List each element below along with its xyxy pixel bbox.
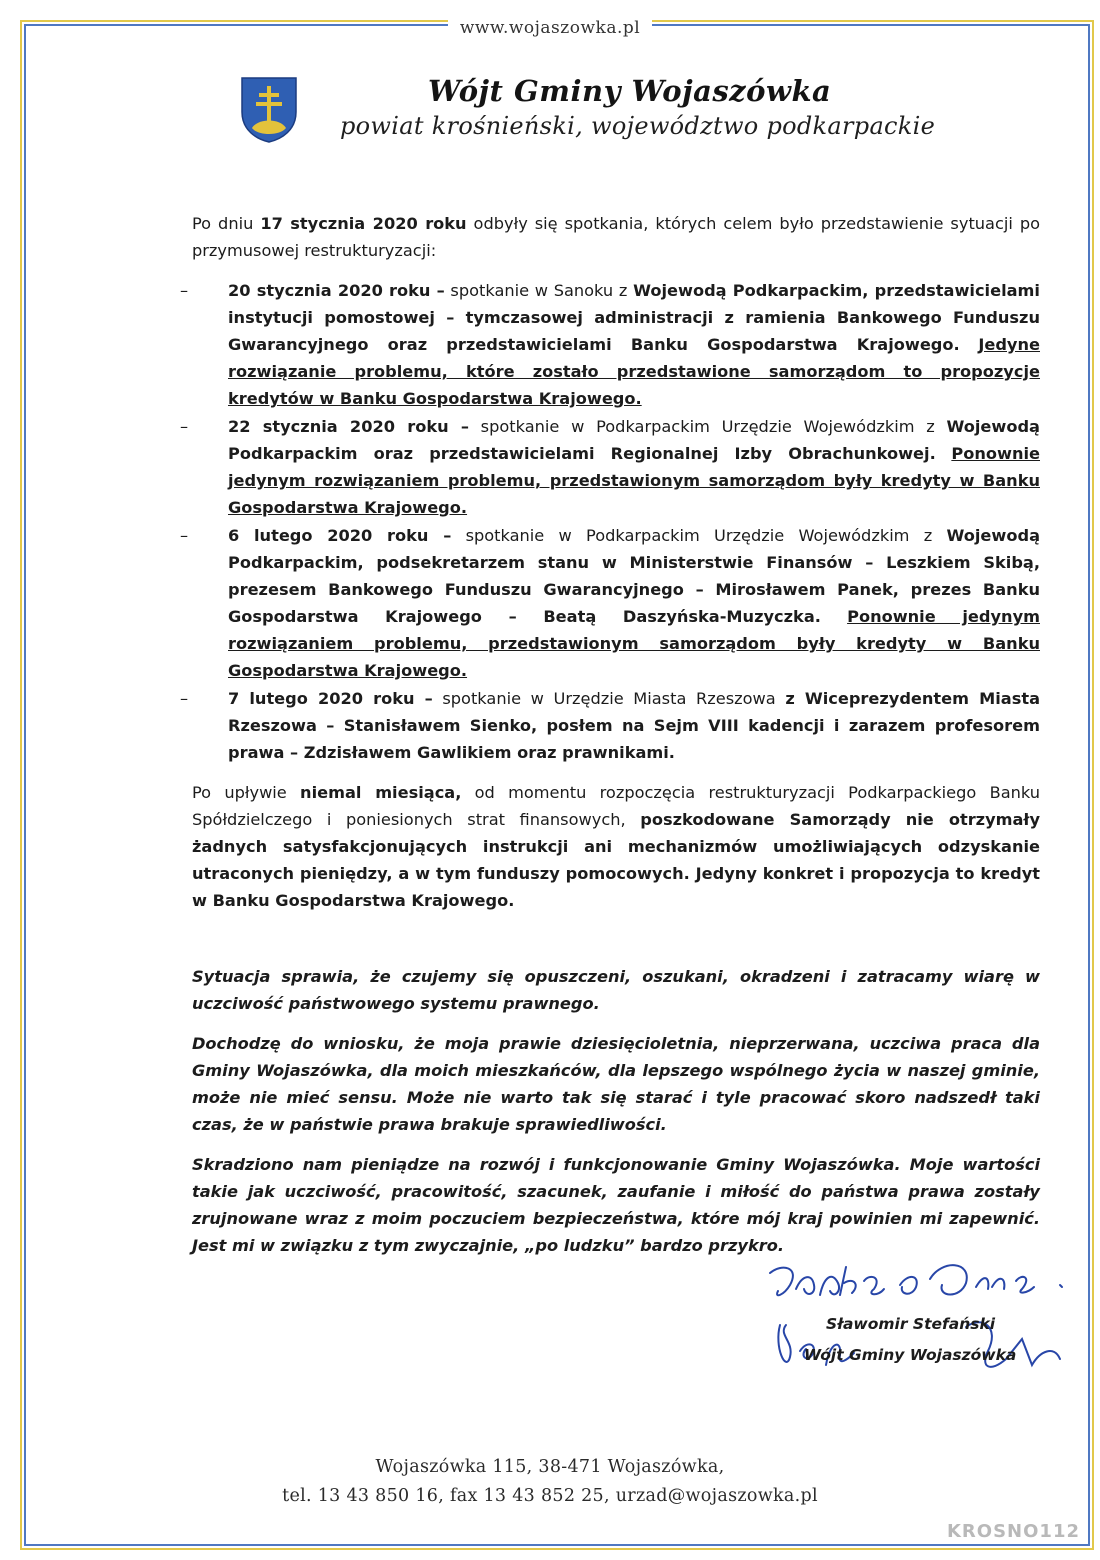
footer-contact[interactable]: tel. 13 43 850 16, fax 13 43 852 25, urzad@wojaszowka.pl (282, 1486, 818, 1506)
header-website[interactable]: www.wojaszowka.pl (0, 18, 1100, 38)
appeal-paragraph-2: Dochodzę do wniosku, że moja prawie dziesięcioletnia, nieprzerwana, uczciwa praca dla Gminy Wojaszówka, dla moich mieszkańców, dla lepszego wspólnego życia w naszej gminie, może nie mieć sensu. Może nie warto tak się starać i tyle pracować skoro nadszedł taki czas, że w państwie prawa brakuje sprawiedliwości. (192, 1034, 1040, 1134)
meetings-list (180, 277, 1040, 766)
signatory-role: Wójt Gminy Wojaszówka (804, 1346, 1017, 1364)
appeal-paragraph-3: Skradziono nam pieniądze na rozwój i funkcjonowanie Gminy Wojaszówka. Moje wartości takie jak uczciwość, pracowitość, szacunek, zaufanie i miłość do państwa prawa zostały zrujnowane wraz z moim poczuciem bezpieczeństwa, które mój kraj powinien mi zapewnić. Jest mi w związku z tym zwyczajnie, „po ludzku” bardzo przykro. (192, 1155, 1040, 1255)
signature-block (760, 1255, 1090, 1395)
signatory-name: Sławomir Stefański (826, 1315, 996, 1333)
list-item: – 7 lutego 2020 roku – spotkanie w Urzędzie Miasta Rzeszowa z Wiceprezydentem Miasta Rzeszowa – Stanisławem Sienko, posłem na Sejm VIII kadencji i zarazem profesorem prawa – Zdzisławem Gawlikiem oraz prawnikami. (180, 689, 1040, 762)
appeal-paragraph-1: Sytuacja sprawia, że czujemy się opuszczeni, oszukani, okradzeni i zatracamy wiarę w uczciwość państwowego systemu prawnego. (192, 967, 1040, 1013)
list-item: – 20 stycznia 2020 roku – spotkanie w Sanoku z Wojewodą Podkarpackim, przedstawicielami instytucji pomostowej – tymczasowej administracji z ramienia Bankowego Funduszu Gwarancyjnego oraz przedstawicielami Banku Gospodarstwa Krajowego. Jedyne rozwiązanie problemu, które zostało przedstawione samorządom to propozycje kredytów w Banku Gospodarstwa Krajowego. (180, 281, 1040, 408)
letter-body (180, 210, 1041, 1259)
intro-paragraph: Po dniu 17 stycznia 2020 roku odbyły się spotkania, których celem było przedstawienie sytuacji po przymusowej restrukturyzacji: (192, 214, 1041, 260)
footer-address: Wojaszówka 115, 38-471 Wojaszówka, (375, 1457, 725, 1477)
watermark: KROSNO112 (946, 1521, 1080, 1542)
coat-of-arms-icon (240, 76, 298, 144)
page-title: Wójt Gminy Wojaszówka (428, 74, 832, 108)
list-item: – 22 stycznia 2020 roku – spotkanie w Podkarpackim Urzędzie Wojewódzkim z Wojewodą Podkarpackim oraz przedstawicielami Regionalnej Izby Obrachunkowej. Ponownie jedynym rozwiązaniem problemu, przedstawionym samorządom były kredyty w Banku Gospodarstwa Krajowego. (180, 417, 1040, 517)
summary-paragraph: Po upływie niemal miesiąca, od momentu rozpoczęcia restrukturyzacji Podkarpackiego Banku Spółdzielczego i poniesionych strat finansowych, poszkodowane Samorządy nie otrzymały żadnych satysfakcjonujących instrukcji ani mechanizmów umożliwiających odzyskanie utraconych pieniędzy, a w tym funduszy pomocowych. Jedyny konkret i propozycja to kredyt w Banku Gospodarstwa Krajowego. (192, 783, 1041, 910)
list-item: – 6 lutego 2020 roku – spotkanie w Podkarpackim Urzędzie Wojewódzkim z Wojewodą Podkarpackim, podsekretarzem stanu w Ministerstwie Finansów – Leszkiem Skibą, prezesem Bankowego Funduszu Gwarancyjnego – Mirosławem Panek, prezes Banku Gospodarstwa Krajowego – Beatą Daszyńska-Muzyczka. Ponownie jedynym rozwiązaniem problemu, przedstawionym samorządom były kredyty w Banku Gospodarstwa Krajowego. (180, 526, 1040, 680)
page-subtitle: powiat krośnieński, województwo podkarpackie (340, 112, 936, 140)
